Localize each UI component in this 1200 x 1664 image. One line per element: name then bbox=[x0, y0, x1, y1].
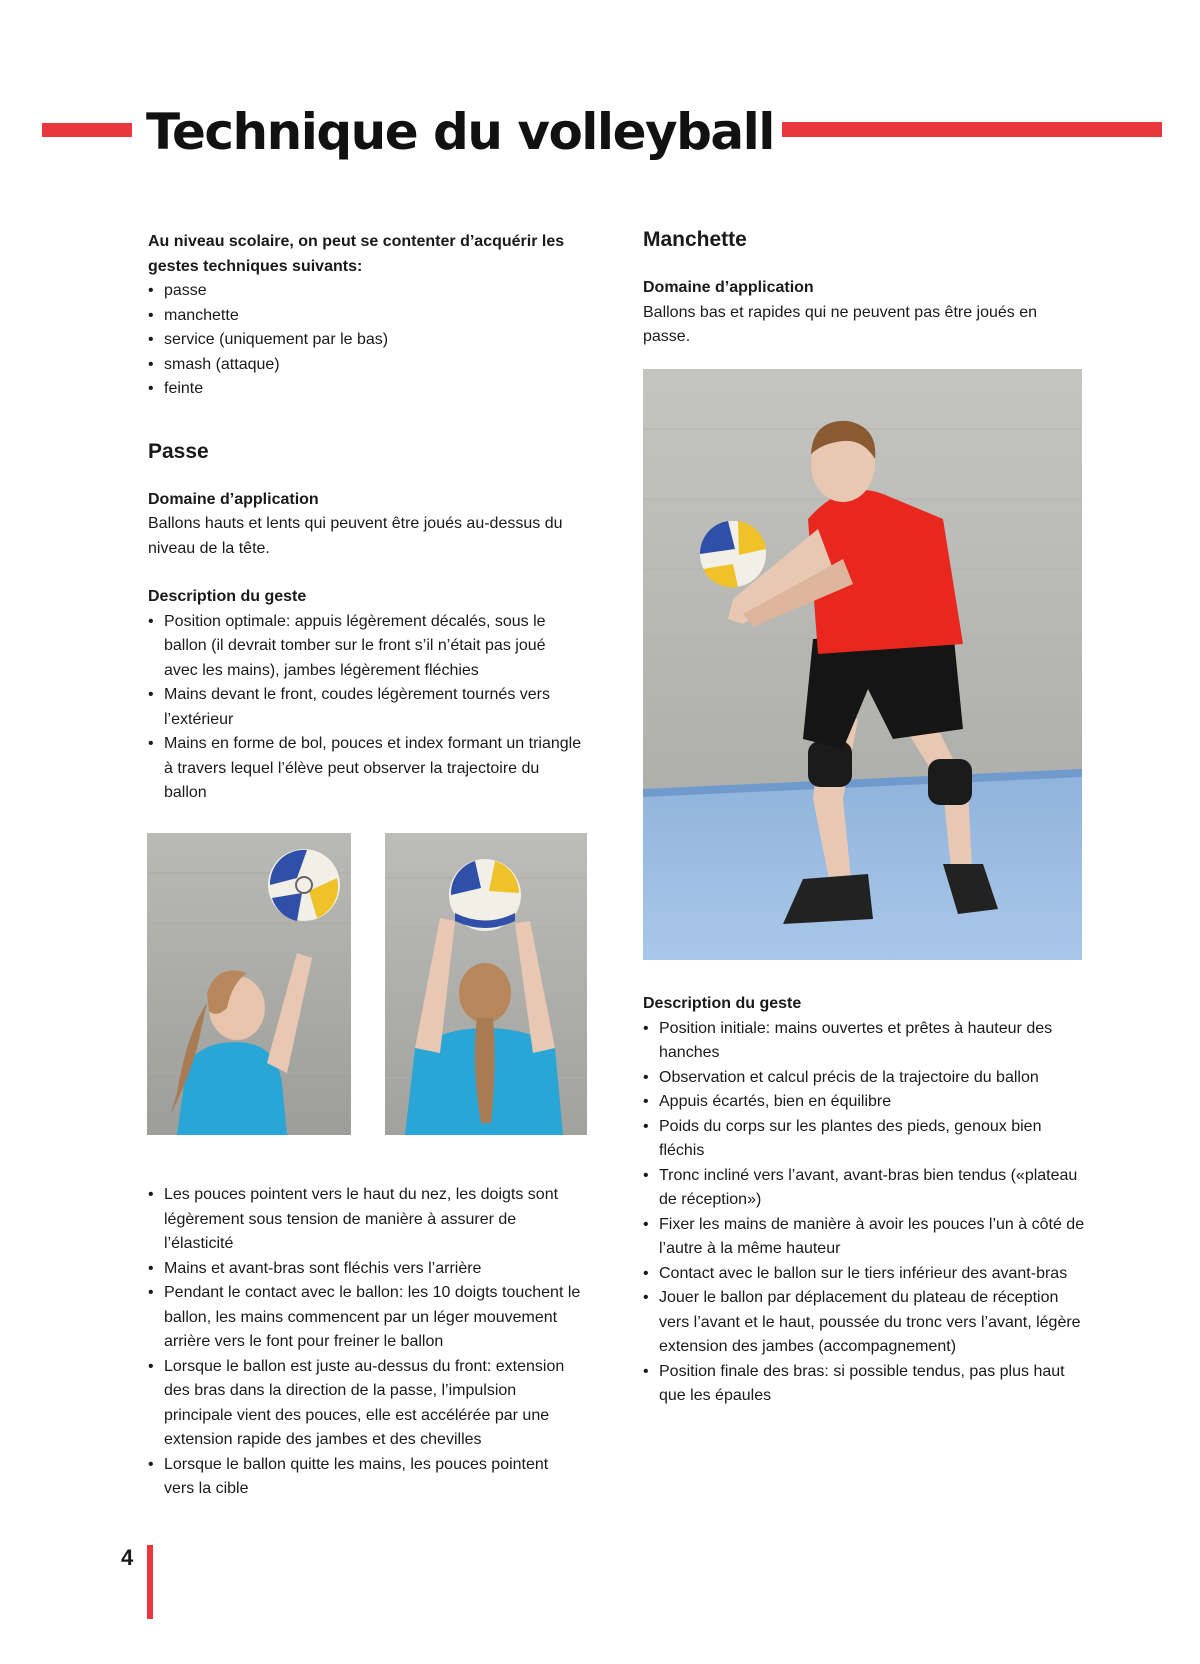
intro-list bbox=[148, 279, 596, 402]
right-column-description bbox=[643, 992, 1089, 1409]
intro-lead: Au niveau scolaire, on peut se contenter d’acquérir les gestes techniques suivants: bbox=[148, 233, 565, 275]
manchette-description-heading: Description du geste bbox=[643, 995, 802, 1012]
manchette-application-text: Ballons bas et rapides qui ne peuvent pas être joués en passe. bbox=[643, 303, 1038, 345]
passe-application-heading: Domaine d’application bbox=[148, 490, 319, 508]
list-item: • manchette bbox=[148, 304, 596, 329]
list-item: • Les pouces pointent vers le haut du nez, les doigts sont légèrement sous tension de manière à assurer de l’élasticité bbox=[148, 1183, 582, 1257]
passe-description-list bbox=[148, 610, 596, 806]
list-item: • Position finale des bras: si possible tendus, pas plus haut que les épaules bbox=[643, 1360, 1089, 1409]
list-item: • Lorsque le ballon est juste au-dessus du front: extension des bras dans la direction de la passe, l’impulsion principale vient des pouces, elle est accélérée par une extension rapide des jambes et des chevilles bbox=[148, 1355, 582, 1453]
list-item: • Observation et calcul précis de la trajectoire du ballon bbox=[643, 1066, 1089, 1091]
list-item: • Lorsque le ballon quitte les mains, les pouces pointent vers la cible bbox=[148, 1453, 582, 1502]
manchette-photo bbox=[643, 369, 1082, 960]
passe-back-photo bbox=[385, 833, 587, 1135]
list-item: • Jouer le ballon par déplacement du plateau de réception vers l’avant et le haut, poussée du tronc vers l’avant, légère extension des jambes (accompagnement) bbox=[643, 1286, 1089, 1360]
list-item: • Position initiale: mains ouvertes et prêtes à hauteur des hanches bbox=[643, 1017, 1089, 1066]
list-item: • service (uniquement par le bas) bbox=[148, 328, 596, 353]
list-item: • Pendant le contact avec le ballon: les 10 doigts touchent le ballon, les mains commencent par un léger mouvement arrière vers le font pour freiner le ballon bbox=[148, 1281, 582, 1355]
list-item: • Mains devant le front, coudes légèrement tournés vers l’extérieur bbox=[148, 683, 582, 732]
title-bar-right bbox=[782, 122, 1162, 137]
title-bar-left bbox=[42, 123, 132, 137]
page-number-bar bbox=[147, 1545, 153, 1619]
list-item: • Mains et avant-bras sont fléchis vers l’arrière bbox=[148, 1257, 582, 1282]
list-item: • Appuis écartés, bien en équilibre bbox=[643, 1090, 1089, 1115]
list-item: • Mains en forme de bol, pouces et index formant un triangle à travers lequel l’élève peut observer la trajectoire du ballon bbox=[148, 732, 582, 806]
manchette-application-heading: Domaine d’application bbox=[643, 279, 814, 296]
left-column-continued bbox=[148, 1183, 596, 1502]
list-item: • feinte bbox=[148, 377, 596, 402]
passe-application-text: Ballons hauts et lents qui peuvent être joués au-dessus du niveau de la tête. bbox=[148, 515, 563, 557]
page-title: Technique du volleyball bbox=[146, 103, 774, 161]
passe-more-list bbox=[148, 1183, 596, 1502]
manchette-description-list bbox=[643, 1017, 1089, 1409]
list-item: • Fixer les mains de manière à avoir les pouces l’un à côté de l’autre à la même hauteur bbox=[643, 1213, 1089, 1262]
list-item: • passe bbox=[148, 279, 596, 304]
manchette-heading: Manchette bbox=[643, 228, 747, 251]
right-column bbox=[643, 226, 1083, 350]
passe-description-heading: Description du geste bbox=[148, 588, 307, 605]
list-item: • Contact avec le ballon sur le tiers inférieur des avant-bras bbox=[643, 1262, 1089, 1287]
list-item: • Tronc incliné vers l’avant, avant-bras bien tendus («plateau de réception») bbox=[643, 1164, 1089, 1213]
passe-side-photo bbox=[147, 833, 351, 1135]
passe-heading: Passe bbox=[148, 439, 209, 463]
left-column bbox=[148, 230, 596, 806]
list-item: • smash (attaque) bbox=[148, 353, 596, 378]
list-item: • Poids du corps sur les plantes des pieds, genoux bien fléchis bbox=[643, 1115, 1089, 1164]
list-item: • Position optimale: appuis légèrement décalés, sous le ballon (il devrait tomber sur le front s’il n’était pas joué avec les mains), jambes légèrement fléchies bbox=[148, 610, 582, 684]
page-number: 4 bbox=[121, 1545, 134, 1570]
